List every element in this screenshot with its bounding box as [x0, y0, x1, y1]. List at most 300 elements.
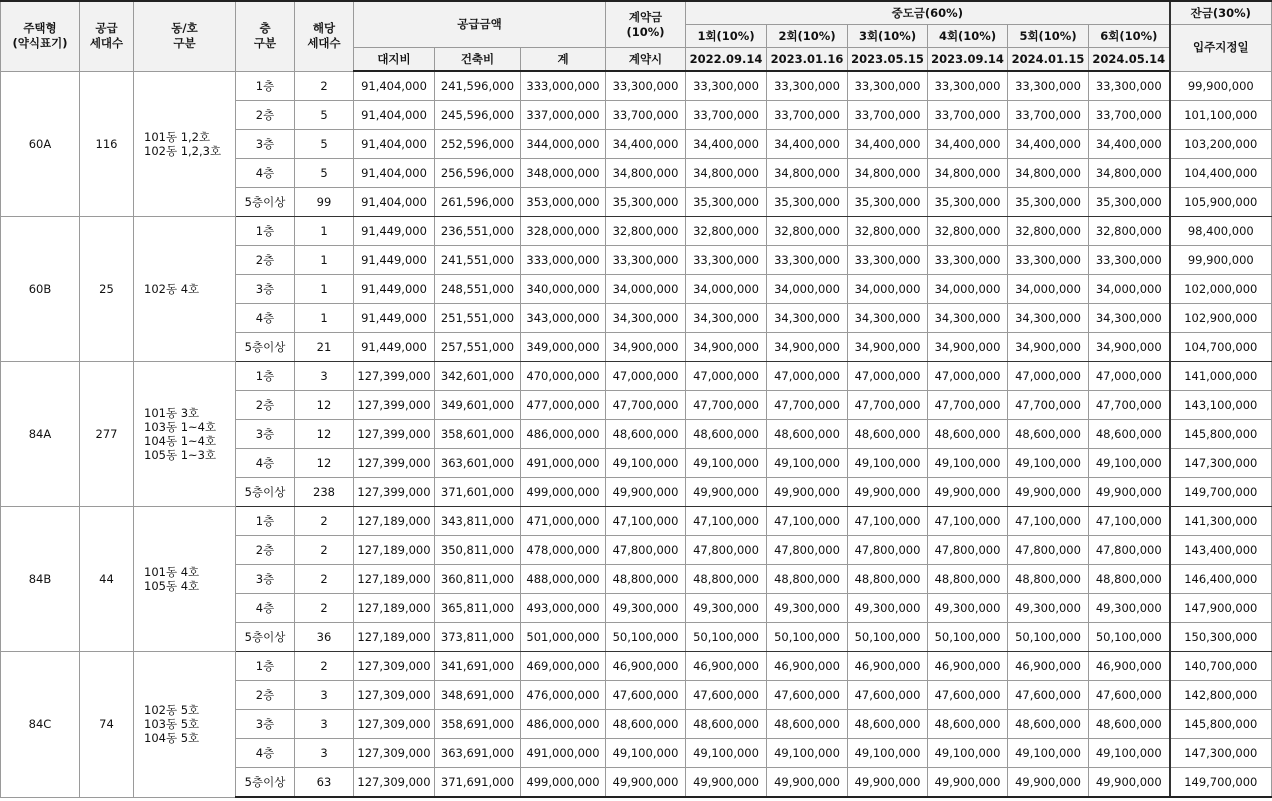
header-installment-date-3: 2023.05.15 — [848, 48, 928, 72]
header-dong-ho: 동/호 구분 — [134, 1, 236, 71]
installment-1: 47,600,000 — [686, 681, 767, 710]
installment-3: 47,600,000 — [848, 681, 928, 710]
installment-3: 49,900,000 — [848, 768, 928, 798]
installment-3: 47,100,000 — [848, 507, 928, 536]
installment-4: 33,300,000 — [928, 71, 1008, 101]
building-price: 256,596,000 — [435, 159, 521, 188]
header-floor: 층 구분 — [236, 1, 295, 71]
supply-units: 277 — [80, 362, 134, 507]
header-installment-date-1: 2022.09.14 — [686, 48, 767, 72]
total-price: 486,000,000 — [521, 420, 606, 449]
table-row — [1, 71, 1272, 101]
balance-payment: 141,000,000 — [1170, 362, 1272, 391]
installment-1: 47,000,000 — [686, 362, 767, 391]
installment-5: 34,400,000 — [1008, 130, 1089, 159]
installment-6: 47,700,000 — [1089, 391, 1170, 420]
balance-payment: 104,400,000 — [1170, 159, 1272, 188]
contract-payment: 33,300,000 — [606, 71, 686, 101]
floor-units: 99 — [295, 188, 354, 217]
table-row — [1, 652, 1272, 681]
floor: 5층이상 — [236, 768, 295, 798]
floor-units: 1 — [295, 275, 354, 304]
installment-6: 33,700,000 — [1089, 101, 1170, 130]
contract-payment: 49,100,000 — [606, 449, 686, 478]
contract-payment: 35,300,000 — [606, 188, 686, 217]
contract-payment: 48,600,000 — [606, 420, 686, 449]
floor-units: 12 — [295, 420, 354, 449]
installment-1: 32,800,000 — [686, 217, 767, 246]
building-price: 365,811,000 — [435, 594, 521, 623]
floor-units: 3 — [295, 362, 354, 391]
installment-4: 34,400,000 — [928, 130, 1008, 159]
building-price: 245,596,000 — [435, 101, 521, 130]
total-price: 344,000,000 — [521, 130, 606, 159]
table-row — [1, 362, 1272, 391]
table-header — [1, 1, 1272, 71]
land-price: 91,404,000 — [354, 71, 435, 101]
installment-2: 49,900,000 — [767, 478, 848, 507]
installment-3: 33,300,000 — [848, 71, 928, 101]
installment-6: 48,800,000 — [1089, 565, 1170, 594]
total-price: 488,000,000 — [521, 565, 606, 594]
installment-2: 48,600,000 — [767, 710, 848, 739]
header-balance: 잔금(30%) — [1170, 1, 1272, 25]
floor: 1층 — [236, 217, 295, 246]
installment-2: 34,800,000 — [767, 159, 848, 188]
total-price: 477,000,000 — [521, 391, 606, 420]
contract-payment: 34,400,000 — [606, 130, 686, 159]
installment-4: 47,700,000 — [928, 391, 1008, 420]
contract-payment: 48,800,000 — [606, 565, 686, 594]
installment-4: 48,600,000 — [928, 710, 1008, 739]
installment-3: 47,700,000 — [848, 391, 928, 420]
installment-6: 49,100,000 — [1089, 449, 1170, 478]
installment-5: 49,100,000 — [1008, 449, 1089, 478]
header-installment-4: 4회(10%) — [928, 25, 1008, 48]
total-price: 476,000,000 — [521, 681, 606, 710]
installment-6: 34,300,000 — [1089, 304, 1170, 333]
balance-payment: 145,800,000 — [1170, 710, 1272, 739]
balance-payment: 98,400,000 — [1170, 217, 1272, 246]
land-price: 91,404,000 — [354, 159, 435, 188]
header-type: 주택형 (약식표기) — [1, 1, 80, 71]
total-price: 491,000,000 — [521, 449, 606, 478]
floor-units: 3 — [295, 710, 354, 739]
installment-2: 46,900,000 — [767, 652, 848, 681]
installment-5: 49,900,000 — [1008, 478, 1089, 507]
floor: 1층 — [236, 507, 295, 536]
building-price: 248,551,000 — [435, 275, 521, 304]
installment-5: 33,700,000 — [1008, 101, 1089, 130]
installment-6: 48,600,000 — [1089, 710, 1170, 739]
header-supply-units: 공급 세대수 — [80, 1, 134, 71]
land-price: 127,189,000 — [354, 536, 435, 565]
dong-ho: 101동 4호 105동 4호 — [134, 507, 236, 652]
total-price: 343,000,000 — [521, 304, 606, 333]
land-price: 91,449,000 — [354, 275, 435, 304]
installment-4: 33,700,000 — [928, 101, 1008, 130]
balance-payment: 146,400,000 — [1170, 565, 1272, 594]
floor: 3층 — [236, 710, 295, 739]
floor: 3층 — [236, 565, 295, 594]
floor: 1층 — [236, 652, 295, 681]
installment-6: 47,600,000 — [1089, 681, 1170, 710]
installment-4: 48,800,000 — [928, 565, 1008, 594]
supply-units: 74 — [80, 652, 134, 798]
balance-payment: 143,100,000 — [1170, 391, 1272, 420]
contract-payment: 49,300,000 — [606, 594, 686, 623]
installment-4: 49,900,000 — [928, 478, 1008, 507]
land-price: 127,189,000 — [354, 594, 435, 623]
installment-6: 34,900,000 — [1089, 333, 1170, 362]
installment-2: 49,100,000 — [767, 739, 848, 768]
installment-5: 46,900,000 — [1008, 652, 1089, 681]
installment-2: 33,700,000 — [767, 101, 848, 130]
installment-1: 34,400,000 — [686, 130, 767, 159]
installment-6: 33,300,000 — [1089, 246, 1170, 275]
installment-5: 49,100,000 — [1008, 739, 1089, 768]
floor: 5층이상 — [236, 333, 295, 362]
unit-type: 84A — [1, 362, 80, 507]
header-price-group: 공급금액 — [354, 1, 606, 48]
installment-5: 48,600,000 — [1008, 710, 1089, 739]
dong-ho: 101동 1,2호 102동 1,2,3호 — [134, 71, 236, 217]
floor-units: 3 — [295, 681, 354, 710]
floor: 3층 — [236, 420, 295, 449]
land-price: 127,309,000 — [354, 710, 435, 739]
contract-payment: 50,100,000 — [606, 623, 686, 652]
floor-units: 12 — [295, 391, 354, 420]
floor: 1층 — [236, 71, 295, 101]
installment-6: 47,100,000 — [1089, 507, 1170, 536]
installment-1: 48,600,000 — [686, 420, 767, 449]
header-floor-units: 해당 세대수 — [295, 1, 354, 71]
total-price: 469,000,000 — [521, 652, 606, 681]
floor-units: 2 — [295, 652, 354, 681]
balance-payment: 99,900,000 — [1170, 246, 1272, 275]
installment-4: 47,100,000 — [928, 507, 1008, 536]
total-price: 333,000,000 — [521, 71, 606, 101]
contract-payment: 49,900,000 — [606, 478, 686, 507]
installment-1: 34,800,000 — [686, 159, 767, 188]
installment-6: 32,800,000 — [1089, 217, 1170, 246]
unit-type: 84B — [1, 507, 80, 652]
supply-units: 116 — [80, 71, 134, 217]
supply-units: 25 — [80, 217, 134, 362]
total-price: 349,000,000 — [521, 333, 606, 362]
dong-ho: 102동 5호 103동 5호 104동 5호 — [134, 652, 236, 798]
building-price: 252,596,000 — [435, 130, 521, 159]
building-price: 350,811,000 — [435, 536, 521, 565]
balance-payment: 99,900,000 — [1170, 71, 1272, 101]
floor-units: 5 — [295, 101, 354, 130]
total-price: 328,000,000 — [521, 217, 606, 246]
installment-3: 33,300,000 — [848, 246, 928, 275]
installment-5: 33,300,000 — [1008, 246, 1089, 275]
installment-6: 47,000,000 — [1089, 362, 1170, 391]
installment-4: 46,900,000 — [928, 652, 1008, 681]
installment-2: 33,300,000 — [767, 246, 848, 275]
floor-units: 238 — [295, 478, 354, 507]
floor: 5층이상 — [236, 478, 295, 507]
installment-1: 34,900,000 — [686, 333, 767, 362]
installment-3: 49,900,000 — [848, 478, 928, 507]
total-price: 337,000,000 — [521, 101, 606, 130]
installment-1: 34,000,000 — [686, 275, 767, 304]
header-middle: 중도금(60%) — [686, 1, 1170, 25]
installment-6: 34,000,000 — [1089, 275, 1170, 304]
land-price: 127,399,000 — [354, 420, 435, 449]
floor: 3층 — [236, 130, 295, 159]
contract-payment: 47,800,000 — [606, 536, 686, 565]
balance-payment: 102,000,000 — [1170, 275, 1272, 304]
building-price: 241,596,000 — [435, 71, 521, 101]
installment-6: 34,800,000 — [1089, 159, 1170, 188]
installment-5: 33,300,000 — [1008, 71, 1089, 101]
installment-2: 47,700,000 — [767, 391, 848, 420]
building-price: 363,601,000 — [435, 449, 521, 478]
installment-4: 35,300,000 — [928, 188, 1008, 217]
header-building: 건축비 — [435, 48, 521, 72]
floor: 2층 — [236, 246, 295, 275]
installment-2: 35,300,000 — [767, 188, 848, 217]
installment-6: 49,900,000 — [1089, 478, 1170, 507]
installment-1: 33,700,000 — [686, 101, 767, 130]
installment-3: 33,700,000 — [848, 101, 928, 130]
floor-units: 2 — [295, 507, 354, 536]
balance-payment: 149,700,000 — [1170, 768, 1272, 798]
installment-6: 48,600,000 — [1089, 420, 1170, 449]
installment-2: 34,400,000 — [767, 130, 848, 159]
unit-type: 60B — [1, 217, 80, 362]
header-balance-sub: 입주지정일 — [1170, 25, 1272, 72]
building-price: 360,811,000 — [435, 565, 521, 594]
land-price: 127,399,000 — [354, 478, 435, 507]
land-price: 91,449,000 — [354, 217, 435, 246]
balance-payment: 147,900,000 — [1170, 594, 1272, 623]
land-price: 91,404,000 — [354, 101, 435, 130]
floor-units: 21 — [295, 333, 354, 362]
balance-payment: 149,700,000 — [1170, 478, 1272, 507]
installment-1: 33,300,000 — [686, 246, 767, 275]
total-price: 491,000,000 — [521, 739, 606, 768]
balance-payment: 142,800,000 — [1170, 681, 1272, 710]
total-price: 499,000,000 — [521, 768, 606, 798]
installment-3: 48,600,000 — [848, 710, 928, 739]
land-price: 91,449,000 — [354, 246, 435, 275]
installment-2: 34,300,000 — [767, 304, 848, 333]
land-price: 127,189,000 — [354, 623, 435, 652]
building-price: 251,551,000 — [435, 304, 521, 333]
floor: 3층 — [236, 275, 295, 304]
floor-units: 2 — [295, 565, 354, 594]
building-price: 341,691,000 — [435, 652, 521, 681]
land-price: 91,449,000 — [354, 304, 435, 333]
installment-5: 50,100,000 — [1008, 623, 1089, 652]
balance-payment: 141,300,000 — [1170, 507, 1272, 536]
floor-units: 5 — [295, 130, 354, 159]
installment-2: 47,000,000 — [767, 362, 848, 391]
balance-payment: 105,900,000 — [1170, 188, 1272, 217]
installment-4: 49,300,000 — [928, 594, 1008, 623]
installment-2: 50,100,000 — [767, 623, 848, 652]
land-price: 127,399,000 — [354, 449, 435, 478]
contract-payment: 34,800,000 — [606, 159, 686, 188]
installment-6: 50,100,000 — [1089, 623, 1170, 652]
installment-1: 49,900,000 — [686, 768, 767, 798]
installment-5: 35,300,000 — [1008, 188, 1089, 217]
balance-payment: 145,800,000 — [1170, 420, 1272, 449]
balance-payment: 143,400,000 — [1170, 536, 1272, 565]
floor-units: 5 — [295, 159, 354, 188]
land-price: 127,309,000 — [354, 652, 435, 681]
building-price: 358,691,000 — [435, 710, 521, 739]
header-contract-sub: 계약시 — [606, 48, 686, 72]
installment-2: 47,100,000 — [767, 507, 848, 536]
installment-1: 34,300,000 — [686, 304, 767, 333]
contract-payment: 32,800,000 — [606, 217, 686, 246]
building-price: 371,691,000 — [435, 768, 521, 798]
installment-3: 49,300,000 — [848, 594, 928, 623]
installment-4: 47,800,000 — [928, 536, 1008, 565]
floor: 4층 — [236, 739, 295, 768]
supply-units: 44 — [80, 507, 134, 652]
installment-2: 47,600,000 — [767, 681, 848, 710]
installment-3: 50,100,000 — [848, 623, 928, 652]
installment-4: 34,000,000 — [928, 275, 1008, 304]
header-installment-6: 6회(10%) — [1089, 25, 1170, 48]
balance-payment: 102,900,000 — [1170, 304, 1272, 333]
installment-1: 46,900,000 — [686, 652, 767, 681]
installment-2: 33,300,000 — [767, 71, 848, 101]
balance-payment: 150,300,000 — [1170, 623, 1272, 652]
installment-4: 48,600,000 — [928, 420, 1008, 449]
header-installment-date-5: 2024.01.15 — [1008, 48, 1089, 72]
header-installment-5: 5회(10%) — [1008, 25, 1089, 48]
header-total: 계 — [521, 48, 606, 72]
installment-5: 49,900,000 — [1008, 768, 1089, 798]
floor-units: 2 — [295, 536, 354, 565]
land-price: 127,189,000 — [354, 507, 435, 536]
building-price: 349,601,000 — [435, 391, 521, 420]
header-installment-date-4: 2023.09.14 — [928, 48, 1008, 72]
installment-4: 32,800,000 — [928, 217, 1008, 246]
contract-payment: 49,100,000 — [606, 739, 686, 768]
installment-5: 32,800,000 — [1008, 217, 1089, 246]
installment-5: 34,900,000 — [1008, 333, 1089, 362]
total-price: 353,000,000 — [521, 188, 606, 217]
balance-payment: 101,100,000 — [1170, 101, 1272, 130]
unit-type: 84C — [1, 652, 80, 798]
installment-6: 47,800,000 — [1089, 536, 1170, 565]
installment-1: 50,100,000 — [686, 623, 767, 652]
installment-3: 49,100,000 — [848, 449, 928, 478]
land-price: 91,404,000 — [354, 188, 435, 217]
header-installment-date-6: 2024.05.14 — [1089, 48, 1170, 72]
installment-3: 32,800,000 — [848, 217, 928, 246]
installment-3: 34,400,000 — [848, 130, 928, 159]
land-price: 127,309,000 — [354, 681, 435, 710]
installment-5: 49,300,000 — [1008, 594, 1089, 623]
installment-5: 47,100,000 — [1008, 507, 1089, 536]
installment-5: 48,800,000 — [1008, 565, 1089, 594]
dong-ho: 101동 3호 103동 1~4호 104동 1~4호 105동 1~3호 — [134, 362, 236, 507]
installment-4: 49,100,000 — [928, 449, 1008, 478]
floor: 4층 — [236, 449, 295, 478]
floor-units: 1 — [295, 217, 354, 246]
installment-2: 34,000,000 — [767, 275, 848, 304]
installment-5: 34,300,000 — [1008, 304, 1089, 333]
land-price: 127,309,000 — [354, 739, 435, 768]
installment-2: 49,100,000 — [767, 449, 848, 478]
total-price: 348,000,000 — [521, 159, 606, 188]
floor-units: 1 — [295, 304, 354, 333]
installment-4: 50,100,000 — [928, 623, 1008, 652]
installment-3: 47,800,000 — [848, 536, 928, 565]
installment-3: 49,100,000 — [848, 739, 928, 768]
building-price: 343,811,000 — [435, 507, 521, 536]
installment-1: 47,100,000 — [686, 507, 767, 536]
building-price: 261,596,000 — [435, 188, 521, 217]
contract-payment: 47,100,000 — [606, 507, 686, 536]
installment-5: 34,800,000 — [1008, 159, 1089, 188]
installment-6: 49,300,000 — [1089, 594, 1170, 623]
floor: 2층 — [236, 681, 295, 710]
land-price: 91,449,000 — [354, 333, 435, 362]
installment-6: 49,900,000 — [1089, 768, 1170, 798]
floor-units: 3 — [295, 739, 354, 768]
installment-2: 34,900,000 — [767, 333, 848, 362]
floor-units: 1 — [295, 246, 354, 275]
total-price: 486,000,000 — [521, 710, 606, 739]
building-price: 236,551,000 — [435, 217, 521, 246]
floor: 1층 — [236, 362, 295, 391]
total-price: 333,000,000 — [521, 246, 606, 275]
balance-payment: 140,700,000 — [1170, 652, 1272, 681]
installment-3: 48,600,000 — [848, 420, 928, 449]
installment-2: 48,800,000 — [767, 565, 848, 594]
floor: 4층 — [236, 594, 295, 623]
installment-3: 35,300,000 — [848, 188, 928, 217]
installment-3: 46,900,000 — [848, 652, 928, 681]
floor: 2층 — [236, 101, 295, 130]
building-price: 358,601,000 — [435, 420, 521, 449]
installment-1: 33,300,000 — [686, 71, 767, 101]
installment-5: 47,800,000 — [1008, 536, 1089, 565]
header-installment-1: 1회(10%) — [686, 25, 767, 48]
installment-2: 49,900,000 — [767, 768, 848, 798]
installment-5: 34,000,000 — [1008, 275, 1089, 304]
installment-4: 47,600,000 — [928, 681, 1008, 710]
installment-2: 32,800,000 — [767, 217, 848, 246]
land-price: 127,399,000 — [354, 391, 435, 420]
building-price: 257,551,000 — [435, 333, 521, 362]
contract-payment: 47,700,000 — [606, 391, 686, 420]
unit-type: 60A — [1, 71, 80, 217]
floor: 2층 — [236, 536, 295, 565]
total-price: 501,000,000 — [521, 623, 606, 652]
header-installment-2: 2회(10%) — [767, 25, 848, 48]
installment-1: 49,100,000 — [686, 449, 767, 478]
installment-1: 49,900,000 — [686, 478, 767, 507]
building-price: 363,691,000 — [435, 739, 521, 768]
contract-payment: 49,900,000 — [606, 768, 686, 798]
total-price: 340,000,000 — [521, 275, 606, 304]
floor: 4층 — [236, 159, 295, 188]
installment-2: 49,300,000 — [767, 594, 848, 623]
installment-1: 48,800,000 — [686, 565, 767, 594]
installment-3: 34,300,000 — [848, 304, 928, 333]
